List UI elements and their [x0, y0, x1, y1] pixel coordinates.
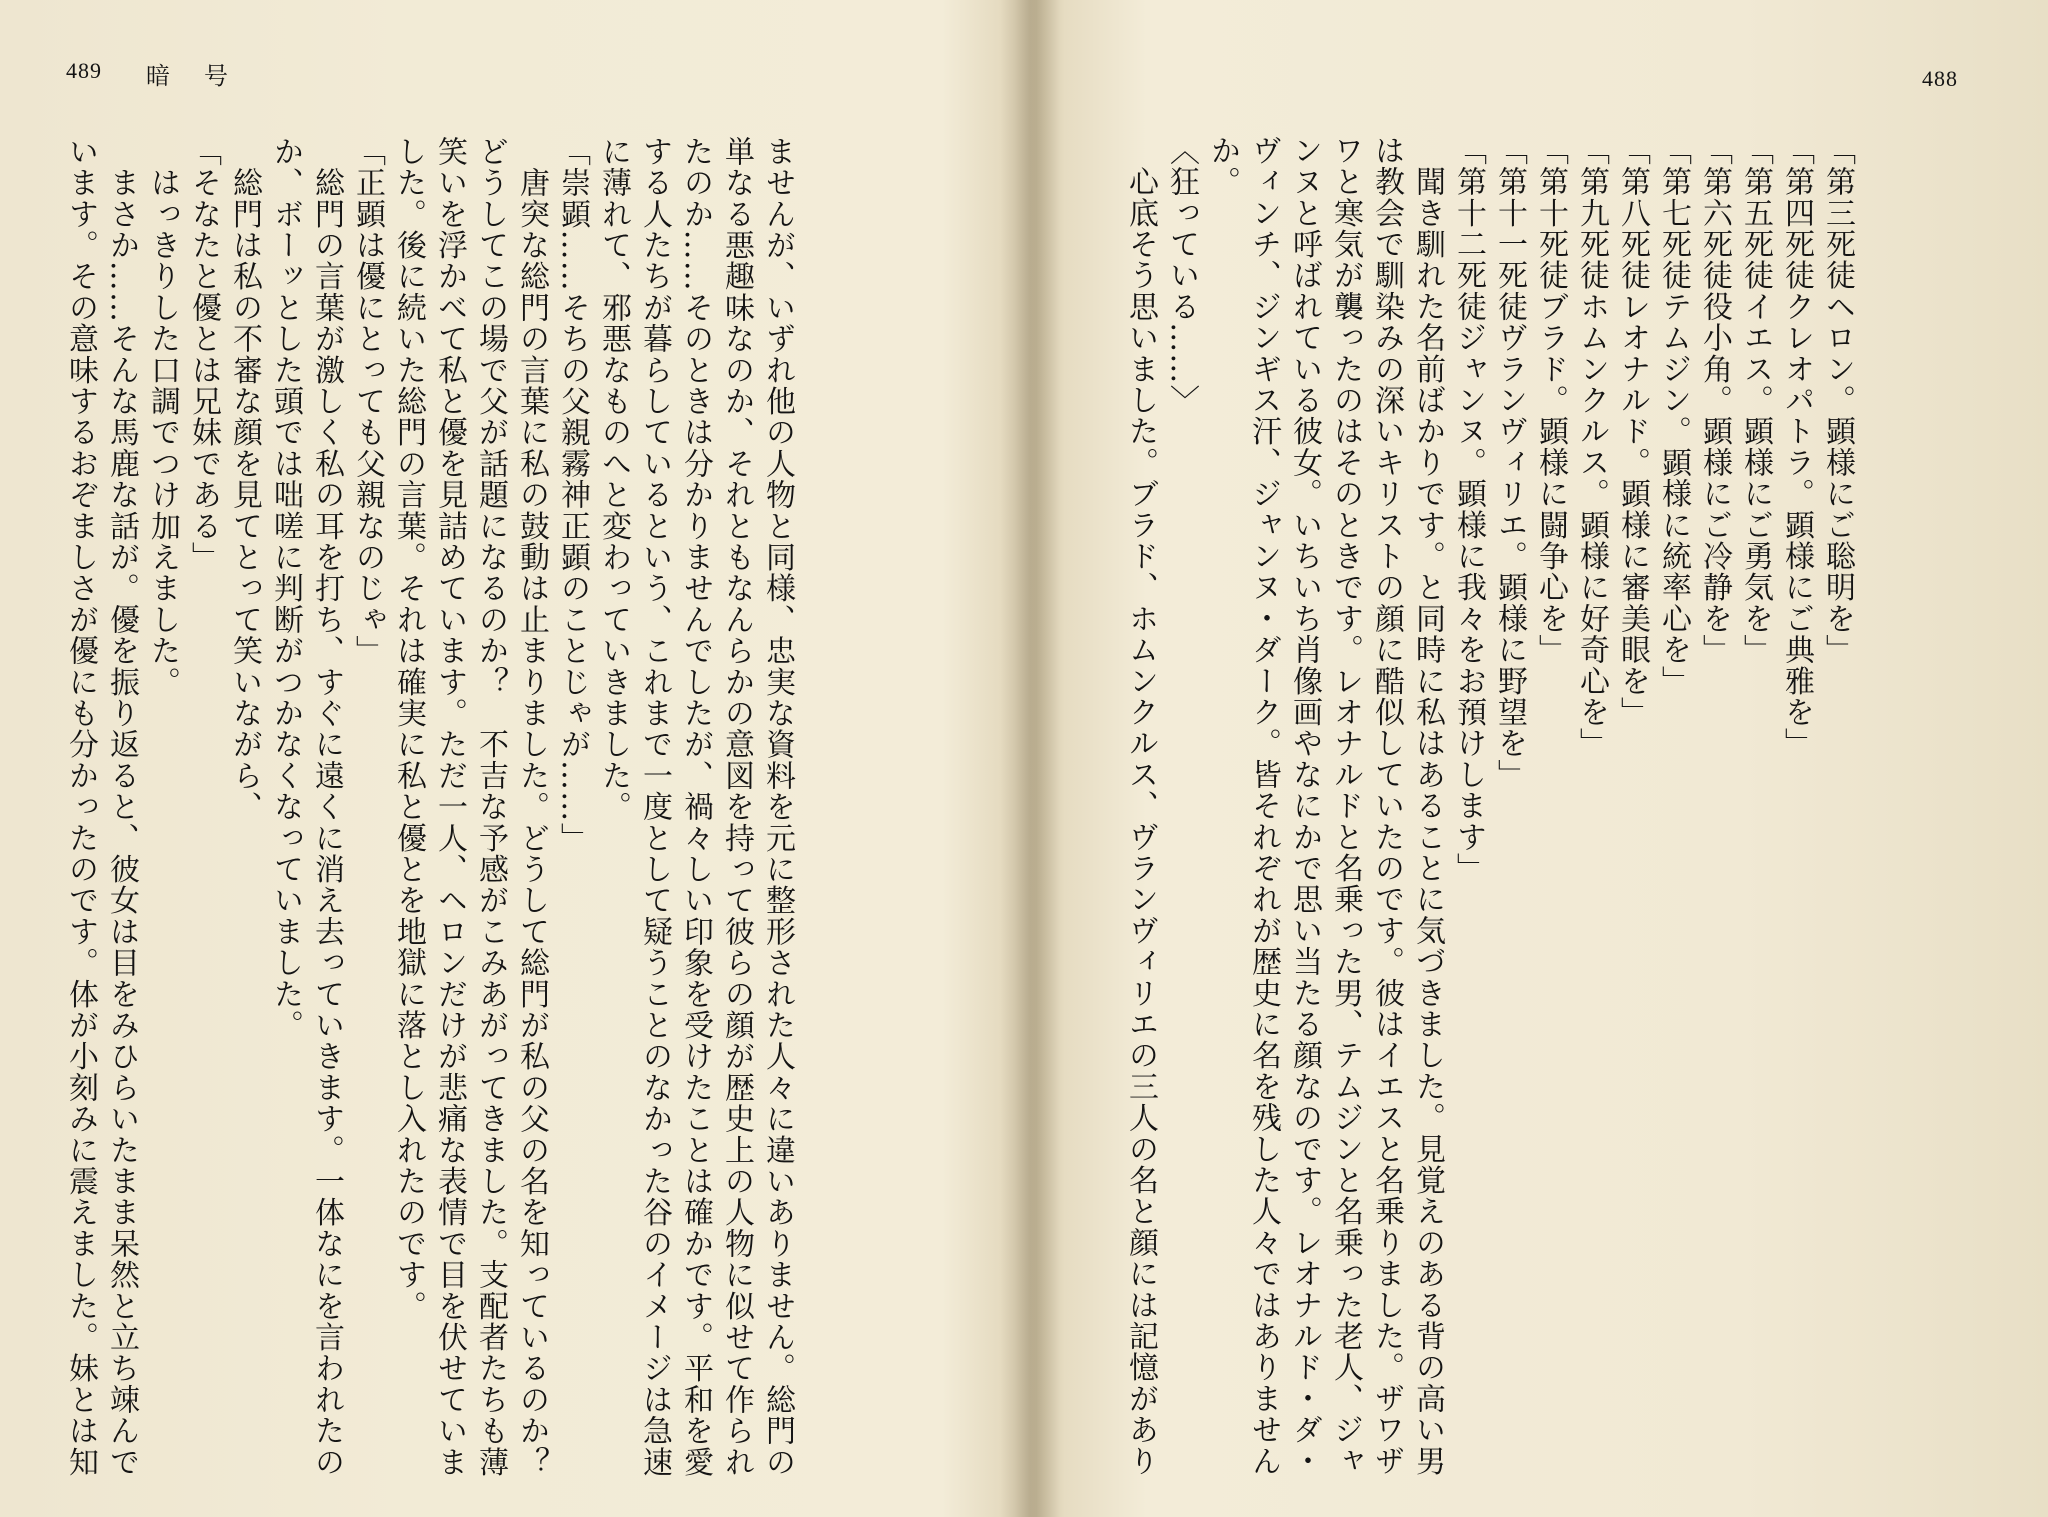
text-line: 笑いを浮かべて私と優を見詰めています。ただ一人、ヘロンだけが悲痛な表情で目を伏せていま	[432, 136, 467, 1478]
text-line: に薄れて、邪悪なものへと変わっていきました。	[596, 136, 631, 823]
right-body-text	[1120, 135, 1858, 1475]
text-line: 唐突な総門の言葉に私の鼓動は止まりました。どうして総門が私の父の名を知っているのか？	[514, 136, 549, 1478]
text-line: ヴィンチ、ジンギス汗、ジャンヌ・ダーク。皆それぞれが歴史に名を残した人々ではありません	[1246, 135, 1281, 1477]
text-line: たのか……そのときは分かりませんでしたが、禍々しい印象を受けたことは確かです。平和を愛	[678, 136, 713, 1478]
text-line: はっきりした口調でつけ加えました。	[145, 136, 180, 698]
text-line: 「第三死徒ヘロン。顕様にご聡明を」	[1820, 135, 1855, 666]
text-line: 「第五死徒イエス。顕様にご勇気を」	[1738, 135, 1773, 666]
text-line: 「そなたと優とは兄妹である」	[186, 136, 221, 573]
left-page-number: 489	[66, 58, 102, 83]
text-line: した。後に続いた総門の言葉。それは確実に私と優とを地獄に落とし入れたのです。	[391, 136, 426, 1322]
text-line: 「第九死徒ホムンクルス。顕様に好奇心を」	[1574, 135, 1609, 759]
text-line: います。その意味するおぞましさが優にも分かったのです。体が小刻みに震えました。妹とは知	[63, 136, 98, 1478]
left-body-text	[60, 136, 798, 1478]
text-line: 「第八死徒レオナルド。顕様に審美眼を」	[1615, 135, 1650, 728]
text-line: か。	[1205, 135, 1240, 198]
text-line: ンヌと呼ばれている彼女。いちいち肖像画やなにかで思い当たる顔なのです。レオナルド・ダ・	[1287, 135, 1322, 1477]
text-line: どうしてこの場で父が話題になるのか？ 不吉な予感がこみあがってきました。支配者たちも薄	[473, 136, 508, 1478]
text-line: 単なる悪趣味なのか、それともなんらかの意図を持って彼らの顔が歴史上の人物に似せて作られ	[719, 136, 754, 1478]
text-line: 「第四死徒クレオパトラ。顕様にご典雅を」	[1779, 135, 1814, 759]
text-line: 「第七死徒テムジン。顕様に統率心を」	[1656, 135, 1691, 697]
text-line: まさか……そんな馬鹿な話が。優を振り返ると、彼女は目をみひらいたまま呆然と立ち竦んで	[104, 136, 139, 1478]
text-line: 総門は私の不審な顔を見てとって笑いながら、	[227, 136, 262, 823]
text-line: 「第十死徒ブラド。顕様に闘争心を」	[1533, 135, 1568, 666]
text-line: 〈狂っている……〉	[1164, 135, 1199, 416]
text-line: 総門の言葉が激しく私の耳を打ち、すぐに遠くに消え去っていきます。一体なにを言われたの	[309, 136, 344, 1478]
text-line: 心底そう思いました。ブラド、ホムンクルス、ヴランヴィリエの三人の名と顔には記憶があり	[1123, 135, 1158, 1477]
text-line: 「第六死徒役小角。顕様にご冷静を」	[1697, 135, 1732, 666]
text-line: 「第十一死徒ヴランヴィリエ。顕様に野望を」	[1492, 135, 1527, 791]
right-page	[1040, 0, 2048, 1517]
text-line: 「正顕は優にとっても父親なのじゃ」	[350, 136, 385, 667]
text-line: か、ボーッとした頭では咄嗟に判断がつかなくなっていました。	[268, 136, 303, 1041]
right-page-number: 488	[1922, 66, 1958, 91]
text-line: ワと寒気が襲ったのはそのときです。レオナルドと名乗った男、テムジンと名乗った老人、ジャ	[1328, 135, 1363, 1477]
text-line: 「崇顕……そちの父親霧神正顕のことじゃが……」	[555, 136, 590, 854]
text-line: は教会で馴染みの深いキリストの顔に酷似していたのです。彼はイエスと名乗りました。ザワザ	[1369, 135, 1404, 1477]
text-line: 聞き馴れた名前ばかりです。と同時に私はあることに気づきました。見覚えのある背の高い男	[1410, 135, 1445, 1477]
text-line: ませんが、いずれ他の人物と同様、忠実な資料を元に整形された人々に違いありません。総門の	[760, 136, 795, 1478]
running-head: 暗 号	[146, 64, 242, 90]
text-line: する人たちが暮らしているという、これまで一度として疑うことのなかった谷のイメージは急速	[637, 136, 672, 1478]
left-page	[0, 0, 1015, 1517]
text-line: 「第十二死徒ジャンヌ。顕様に我々をお預けします」	[1451, 135, 1486, 884]
